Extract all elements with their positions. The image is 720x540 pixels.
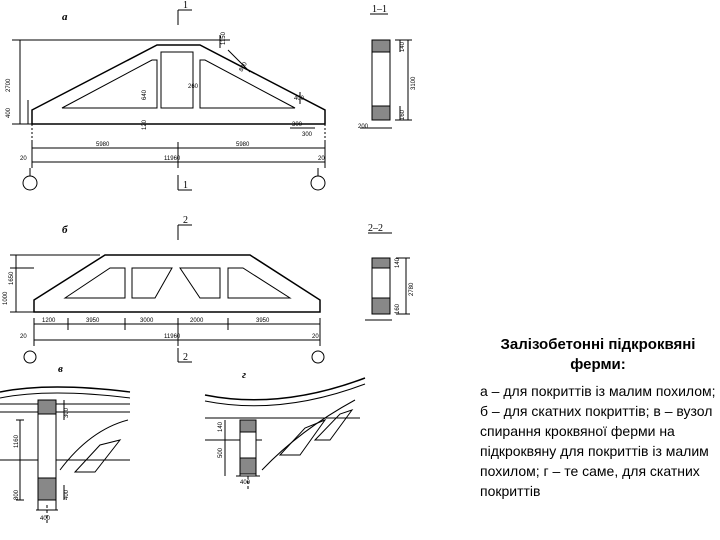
section-2-2 — [365, 233, 410, 320]
caption-body: а – для покриттів із малим похилом; б – для скатних покриттів; в – вузол спирання кроквяної ферми на підкроквяну для покриттів із малим похилом; г – те саме, для скатних покриттів — [480, 383, 716, 499]
dim-b-1200: 1200 — [42, 318, 56, 324]
node-g — [205, 378, 365, 490]
dim-b-1650: 1650 — [9, 271, 15, 285]
dim-b-20-left: 20 — [20, 334, 27, 340]
caption — [480, 335, 716, 501]
caption-title: Залізобетонні підкроквяні ферми: — [500, 336, 696, 373]
dim-a-11960: 11960 — [164, 156, 181, 162]
dim-s22-2780: 2780 — [409, 282, 415, 296]
dim-a-400: 400 — [6, 107, 12, 118]
cut-mark-2-bottom: 2 — [183, 352, 188, 363]
dim-a-300-right: 300 — [302, 132, 313, 138]
dim-s11-3100: 3100 — [411, 76, 417, 90]
dim-a-5980-left: 5980 — [96, 142, 110, 148]
dim-a-1150: 1150 — [221, 32, 227, 45]
dim-a-20-left: 20 — [20, 156, 27, 162]
truss-b — [10, 225, 324, 363]
dim-v-300: 300 — [64, 407, 70, 418]
dim-v-400b: 400 — [64, 489, 70, 500]
dim-g-500: 500 — [218, 447, 224, 458]
dim-a-2700: 2700 — [6, 78, 12, 92]
label-v: в — [58, 363, 63, 375]
dim-a-20-right: 20 — [318, 156, 325, 162]
node-v — [0, 387, 130, 525]
dim-v-400: 400 — [40, 516, 51, 522]
label-a: а — [62, 11, 68, 23]
dim-s11-200: 200 — [358, 124, 369, 130]
dim-v-1160: 1160 — [14, 435, 20, 448]
dim-g-140: 140 — [218, 421, 224, 432]
dim-a-260: 260 — [188, 84, 199, 90]
dim-v-800: 800 — [14, 489, 20, 500]
dim-b-20-right: 20 — [312, 334, 319, 340]
dim-b-3950-left: 3950 — [86, 318, 100, 324]
label-g: г — [242, 369, 247, 381]
dim-a-5980-right: 5980 — [236, 142, 250, 148]
dim-a-800: 800 — [238, 61, 249, 73]
dim-b-3000: 3000 — [140, 318, 154, 324]
cut-mark-1-top: 1 — [183, 0, 188, 11]
dim-s11-160: 160 — [400, 109, 406, 120]
dim-s11-140: 140 — [400, 41, 406, 52]
cut-mark-1-bottom: 1 — [183, 180, 188, 191]
dim-a-640: 640 — [142, 89, 148, 100]
cut-mark-2-top: 2 — [183, 215, 188, 226]
dim-b-2000: 2000 — [190, 318, 204, 324]
dim-a-120: 120 — [142, 119, 148, 130]
section-title-1-1: 1–1 — [372, 4, 387, 15]
label-b: б — [62, 224, 68, 236]
dim-b-11960: 11960 — [164, 334, 181, 340]
dim-g-400: 400 — [240, 480, 251, 486]
truss-a — [12, 10, 325, 190]
dim-s22-140: 140 — [395, 257, 401, 268]
dim-b-1000: 1000 — [3, 291, 9, 305]
dim-b-3950-right: 3950 — [256, 318, 270, 324]
dim-a-300-left: 300 — [292, 122, 303, 128]
dim-a-400b: 400 — [294, 96, 305, 102]
section-title-2-2: 2–2 — [368, 223, 383, 234]
dim-s22-160: 160 — [395, 303, 401, 314]
